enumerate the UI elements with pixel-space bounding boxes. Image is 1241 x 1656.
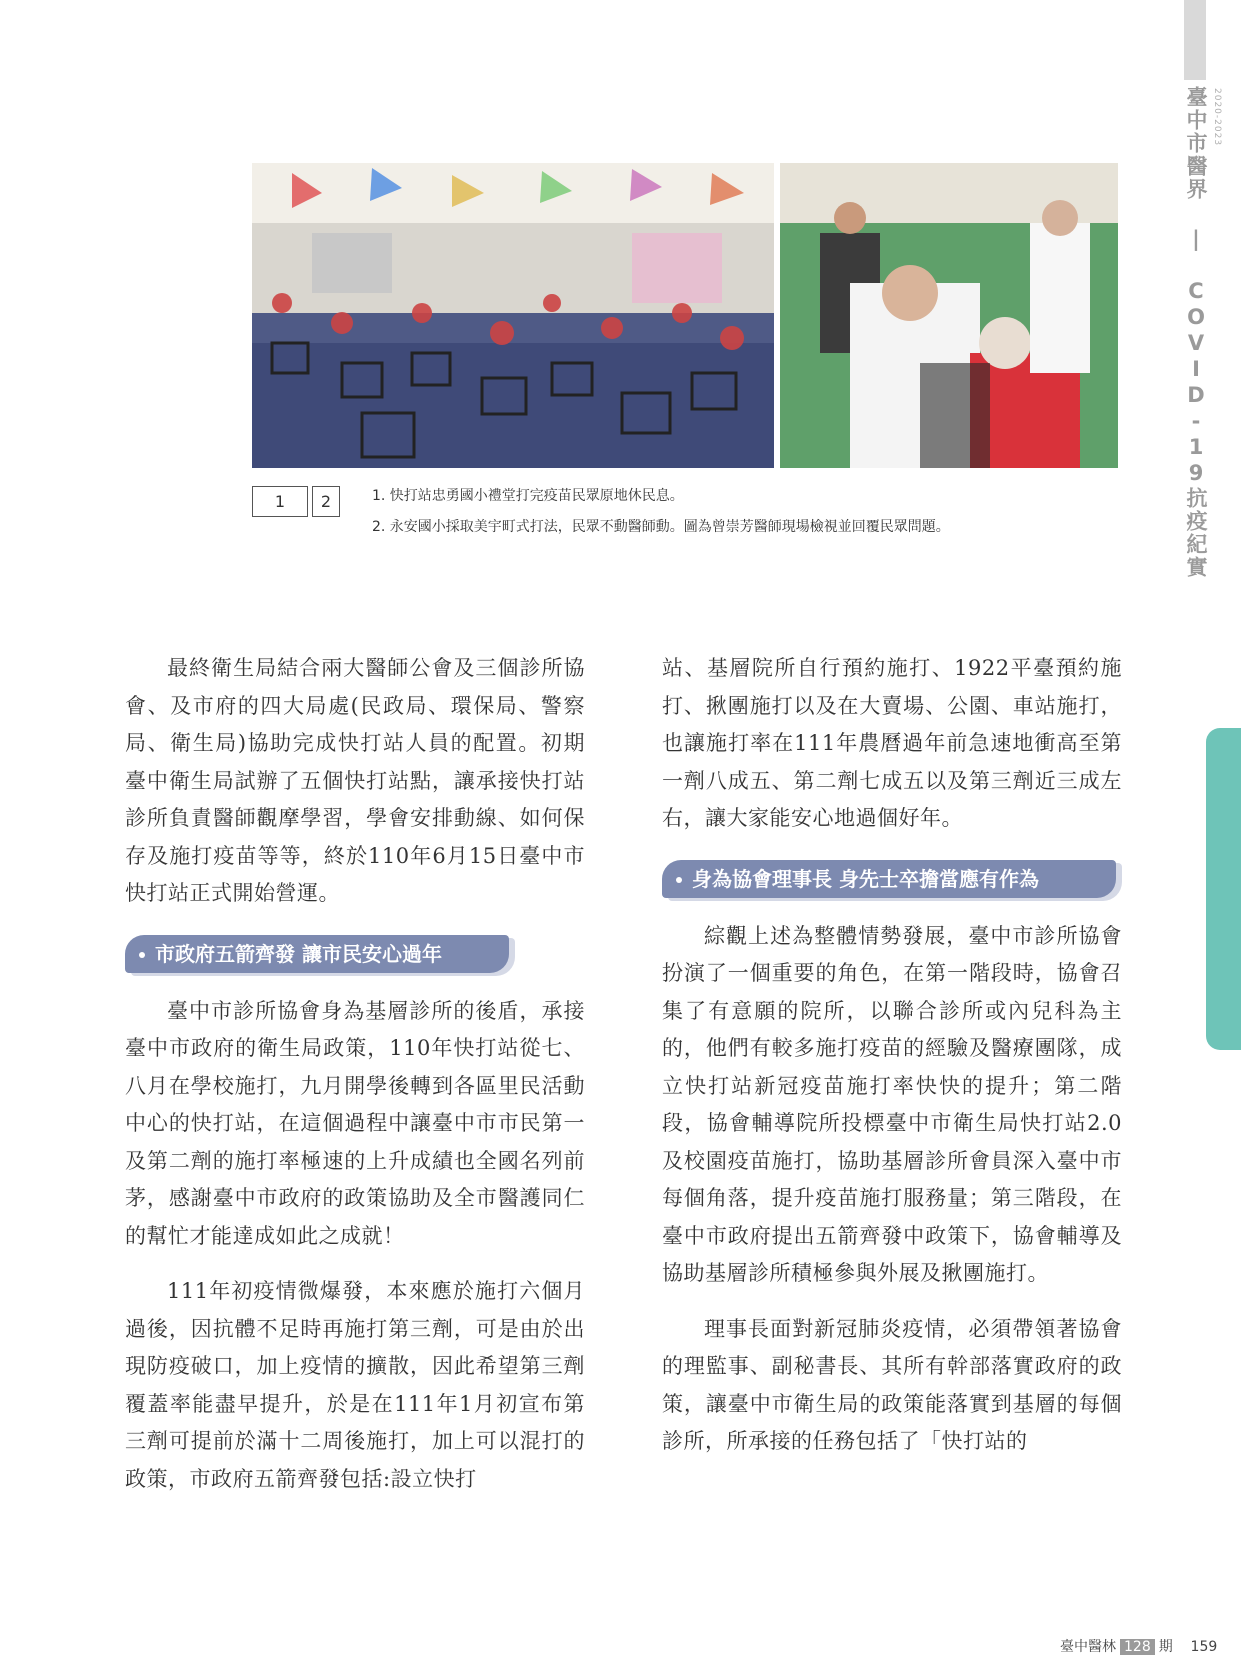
paragraph: 臺中市診所協會身為基層診所的後盾，承接臺中市政府的衛生局政策，110年快打站從七、八月在學校施打，九月開學後轉到各區里民活動中心的快打站，在這個過程中讓臺中市市民第一及第二劑的施打率極速的上升成績也全國名列前茅，感謝臺中市政府的政策協助及全市醫護同仁的幫忙才能達成如此之成就！ — [125, 998, 585, 1248]
paragraph: 最終衛生局結合兩大醫師公會及三個診所協會、及市府的四大局處(民政局、環保局、警察局、衛生局)協助完成快打站人員的配置。初期臺中衛生局試辦了五個快打站點，讓承接快打站診所負責醫師觀摩學習，學會安排動線、如何保存及施打疫苗等等，終於110年6月15日臺中市快打站正式開始營運。 — [125, 656, 585, 905]
figure-label-2: 2 — [312, 486, 340, 517]
bullet-dot-icon — [676, 877, 682, 883]
figure-caption-2: 2. 永安國小採取美宇町式打法，民眾不動醫師動。圖為曾崇芳醫師現場檢視並回覆民眾問題。 — [372, 519, 950, 535]
sidebar-top-block — [1184, 0, 1206, 80]
section-heading-text: 身為協會理事長 身先士卒擔當應有作為 — [692, 866, 1039, 891]
right-column — [662, 650, 1122, 1461]
section-heading — [125, 935, 509, 973]
sidebar-year: 2020-2023 — [1212, 88, 1222, 147]
photo-doctor-consultation — [780, 163, 1118, 468]
issue-number: 128 — [1120, 1639, 1155, 1655]
issue-suffix: 期 — [1158, 1639, 1173, 1655]
left-column — [125, 650, 585, 1498]
figure-label-1: 1 — [252, 486, 308, 517]
paragraph: 綜觀上述為整體情勢發展，臺中市診所協會扮演了一個重要的角色，在第一階段時，協會召集了有意願的院所，以聯合診所或內兒科為主的，他們有較多施打疫苗的經驗及醫療團隊，成立快打站新冠疫苗施打率快快的提升；第二階段，協會輔導院所投標臺中市衛生局快打站2.0及校園疫苗施打，協助基層診所會員深入臺中市每個角落，提升疫苗施打服務量；第三階段，在臺中市政府提出五箭齊發中政策下，協會輔導及協助基層診所積極參與外展及揪團施打。 — [662, 923, 1122, 1285]
paragraph: 理事長面對新冠肺炎疫情，必須帶領著協會的理監事、副秘書長、其所有幹部落實政府的政策，讓臺中市衛生局的政策能落實到基層的每個診所，所承接的任務包括了「快打站的 — [662, 1316, 1122, 1453]
sidebar-title: 臺中市醫界 | COVID-19抗疫紀實 — [1184, 86, 1208, 579]
section-heading — [662, 860, 1116, 898]
photo-vaccination-hall — [252, 163, 774, 468]
bullet-dot-icon — [139, 952, 145, 958]
paragraph: 站、基層院所自行預約施打、1922平臺預約施打、揪團施打以及在大賣場、公園、車站施打，也讓施打率在111年農曆過年前急速地衝高至第一劑八成五、第二劑七成五以及第三劑近三成左右，讓大家能安心地過個好年。 — [662, 656, 1122, 830]
page-number: 159 — [1190, 1639, 1218, 1655]
section-heading-text: 市政府五箭齊發 讓市民安心過年 — [155, 941, 442, 966]
figure-caption-1: 1. 快打站忠勇國小禮堂打完疫苗民眾原地休民息。 — [372, 488, 684, 504]
magazine-name: 臺中醫林 — [1060, 1639, 1116, 1655]
page-footer — [1060, 1636, 1217, 1656]
section-tab — [1206, 728, 1241, 1050]
paragraph: 111年初疫情微爆發，本來應於施打六個月過後，因抗體不足時再施打第三劑，可是由於出現防疫破口，加上疫情的擴散，因此希望第三劑覆蓋率能盡早提升，於是在111年1月初宣布第三劑可提前於滿十二周後施打，加上可以混打的政策，市政府五箭齊發包括:設立快打 — [125, 1279, 585, 1491]
